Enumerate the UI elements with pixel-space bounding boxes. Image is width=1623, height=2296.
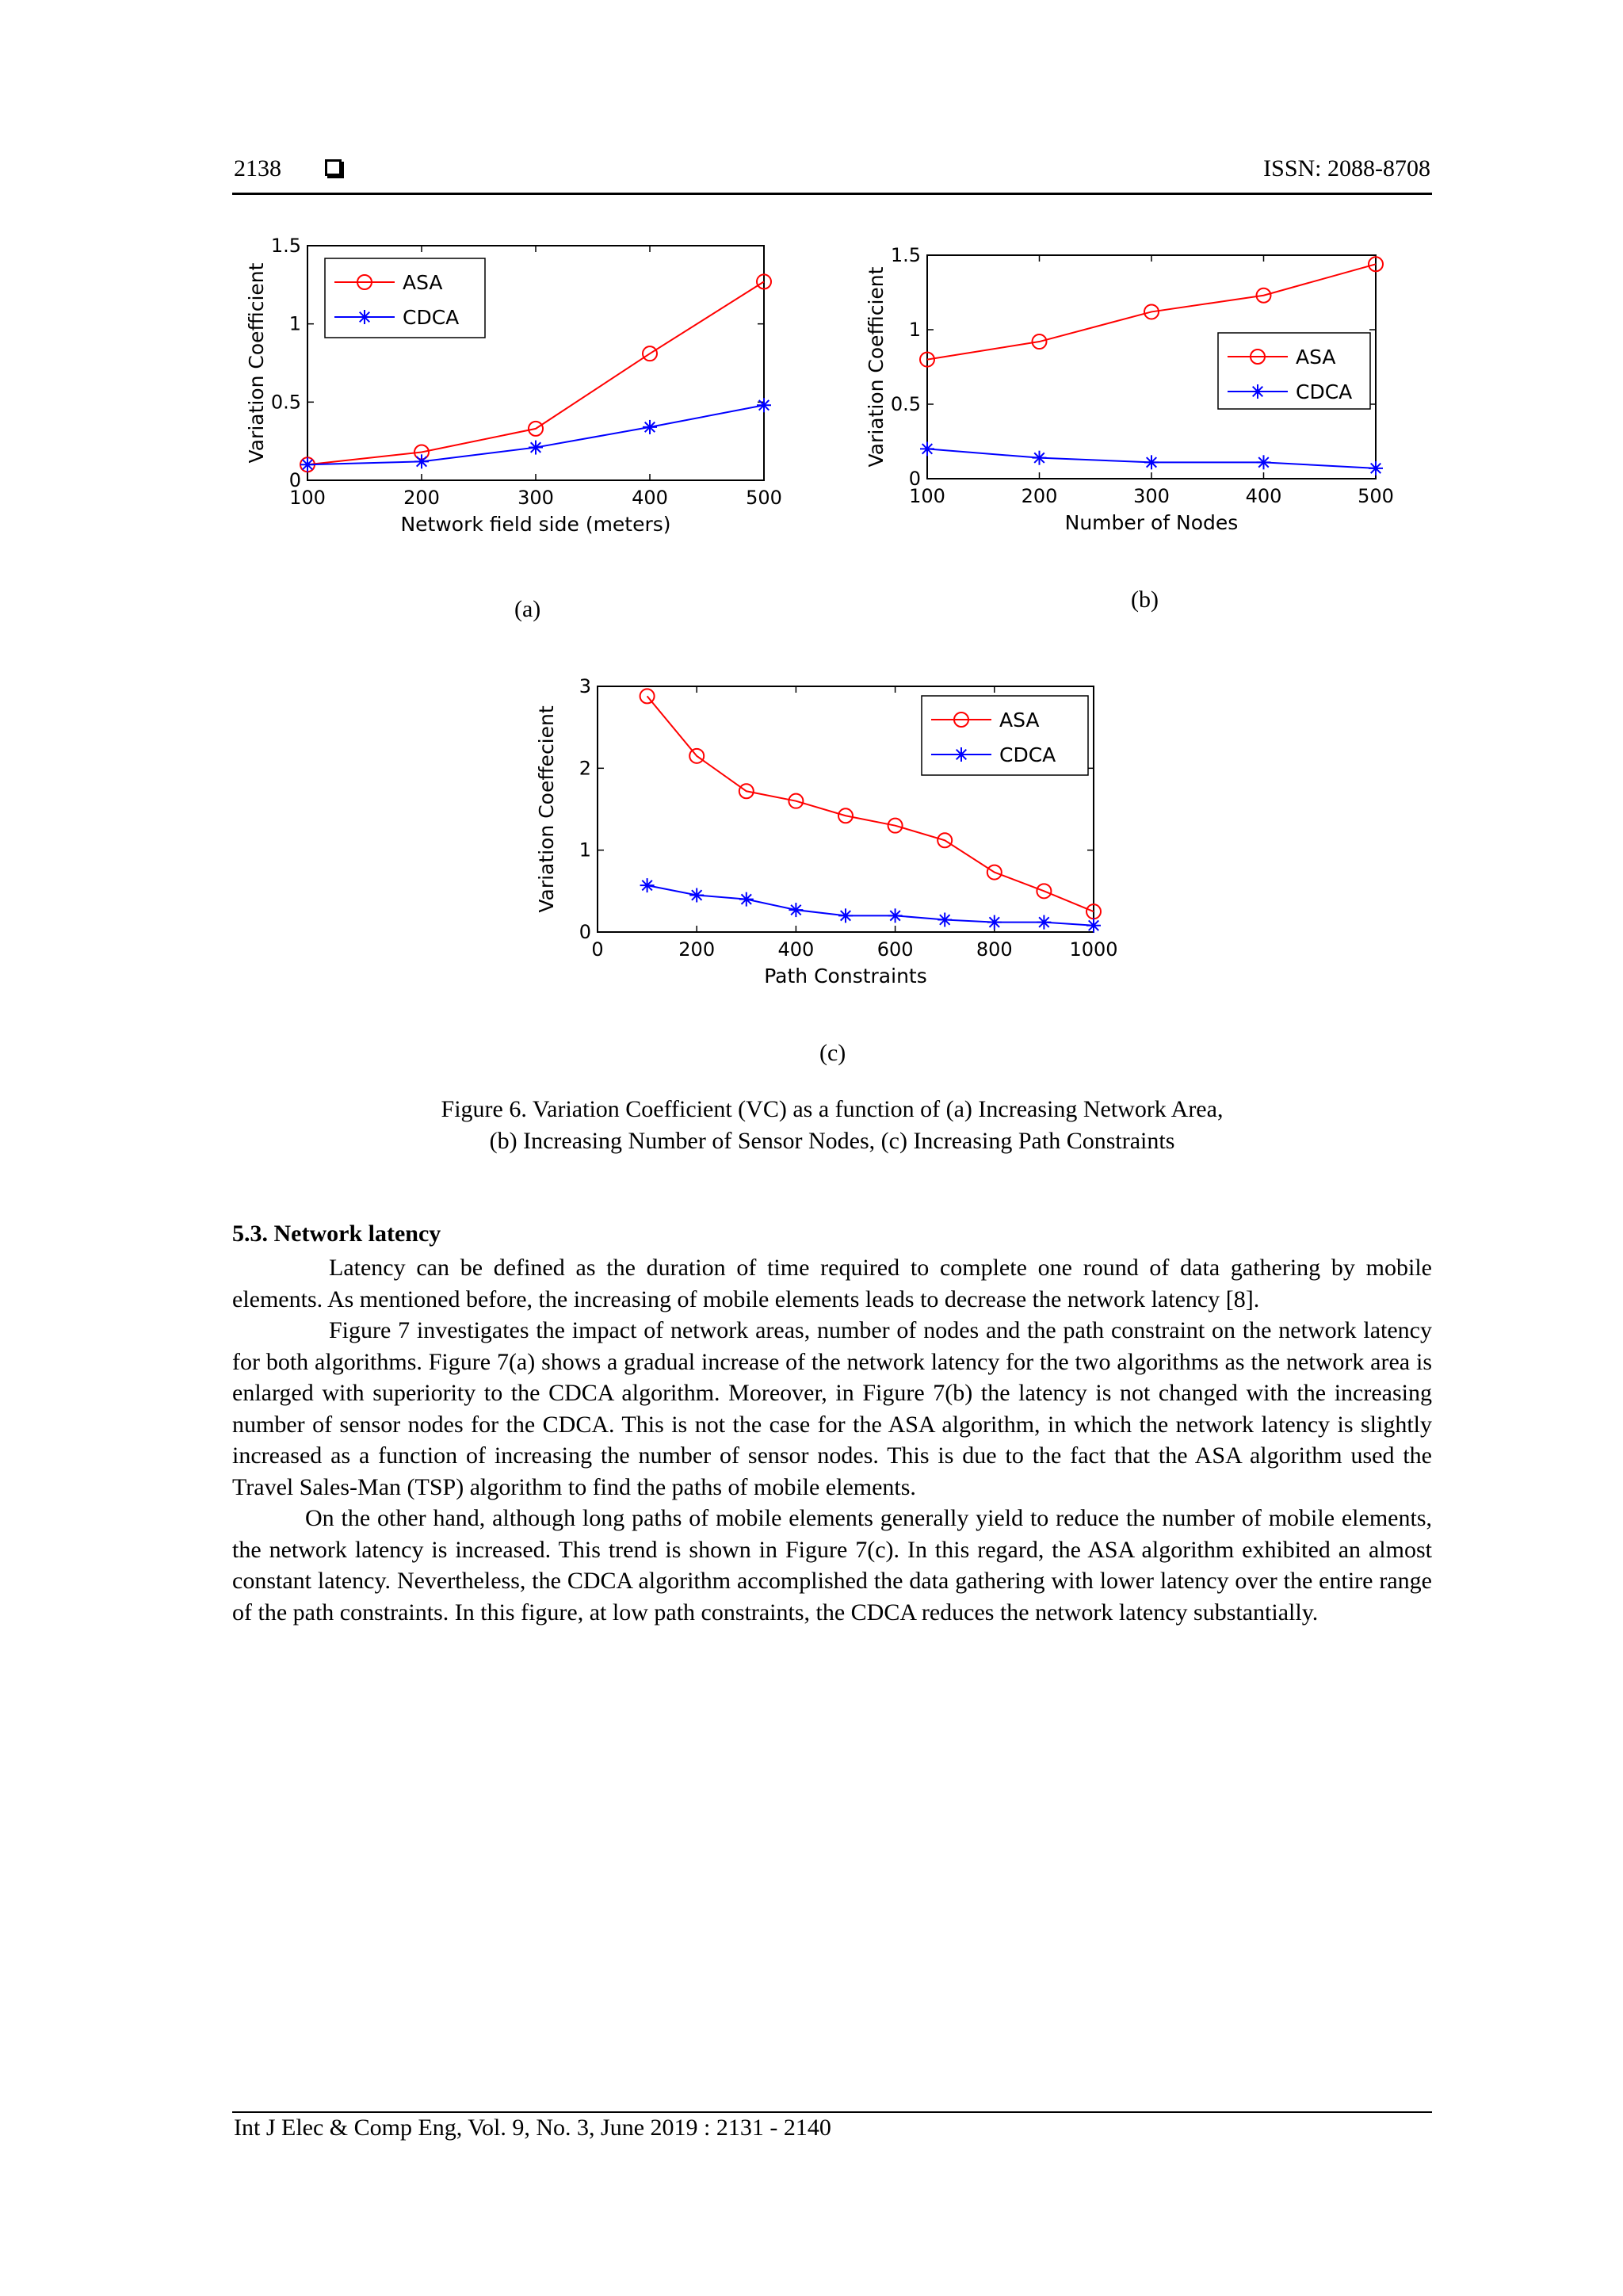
header-rule [232,193,1432,195]
paragraph-2: Figure 7 investigates the impact of network areas, number of nodes and the path constraint on the network latency for both algorithms. Figure 7(a) shows a gradual increase of the network latency for the two algorithms as the network area is enlarged with superiority to the CDCA algorithm. Moreover, in Figure 7(b) the latency is not changed with the increasing number of sensor nodes for the CDCA. This is not the case for the ASA algorithm, in which the network latency is slightly increased as a function of increasing the number of sensor nodes. This is due to the fact that the ASA algorithm used the Travel Sales-Man (TSP) algorithm to find the paths of mobile elements. [232,1317,1432,1500]
data-point-cdca [643,420,657,434]
subfigure-label-b: (b) [1131,586,1159,613]
x-tick-label: 300 [517,487,554,509]
x-tick-label: 800 [976,938,1013,961]
journal-issn: ISSN: 2088-8708 [1263,155,1430,181]
x-tick-label: 400 [1245,485,1282,507]
y-axis-label: Variation Coeffecient [535,705,558,913]
x-tick-label: 300 [1133,485,1170,507]
y-tick-label: 1 [288,312,301,335]
legend-label-cdca: CDCA [403,306,460,329]
x-tick-label: 400 [632,487,668,509]
y-tick-label: 1 [908,319,921,341]
square-bullet-icon [325,159,342,176]
legend-label-cdca: CDCA [999,743,1056,766]
y-tick-label: 0 [288,469,301,491]
x-tick-label: 0 [591,938,604,961]
paragraph-3: On the other hand, although long paths of mobile elements generally yield to reduce the number of mobile elements, the network latency is increased. This trend is shown in Figure 7(c). In this regard, the ASA algorithm exhibited an almost constant latency. Nevertheless, the CDCA algorithm accomplished the data gathering with lower latency over the entire range of the path constraints. In this figure, at low path constraints, the CDCA reduces the network latency substantially. [232,1505,1432,1626]
legend-label-asa: ASA [403,271,443,294]
x-axis-label: Path Constraints [764,965,927,988]
x-tick-label: 200 [1021,485,1058,507]
x-tick-label: 400 [777,938,815,961]
x-tick-label: 100 [289,487,326,509]
data-point-cdca [414,454,429,468]
chart-b [857,238,1412,555]
page-number: 2138 [234,155,281,181]
legend-label-cdca: CDCA [1296,380,1353,403]
y-axis-label: Variation Coefficient [865,266,888,468]
y-axis-label: Variation Coefficient [245,262,268,464]
y-tick-label: 0.5 [890,393,921,415]
y-tick-label: 0 [908,468,921,490]
x-axis-label: Network field side (meters) [400,513,671,536]
section-body [232,1252,1432,1628]
x-tick-label: 200 [678,938,716,961]
data-point-cdca [300,457,315,472]
x-tick-label: 600 [876,938,914,961]
x-tick-label: 500 [1358,485,1394,507]
y-tick-label: 1.5 [270,235,301,257]
x-tick-label: 500 [746,487,782,509]
y-tick-label: 1.5 [890,244,921,266]
x-tick-label: 1000 [1069,938,1118,961]
footer-rule [232,2111,1432,2113]
x-tick-label: 200 [403,487,440,509]
x-tick-label: 100 [909,485,945,507]
legend-label-asa: ASA [999,709,1040,732]
footer-citation: Int J Elec & Comp Eng, Vol. 9, No. 3, June 2019 : 2131 - 2140 [234,2115,831,2141]
y-tick-label: 0 [579,921,591,943]
subfigure-label-a: (a) [514,596,541,622]
y-tick-label: 3 [579,675,591,697]
x-axis-label: Number of Nodes [1064,511,1239,534]
legend-marker-cdca [357,310,372,324]
legend-label-asa: ASA [1296,346,1336,369]
subfigure-label-c: (c) [819,1040,846,1066]
chart-c [535,666,1125,1007]
caption-line-2: (b) Increasing Number of Sensor Nodes, (c) Increasing Path Constraints [489,1128,1175,1154]
y-tick-label: 2 [579,757,591,780]
figure-caption [232,1094,1432,1157]
paragraph-1: Latency can be defined as the duration of time required to complete one round of data gathering by mobile elements. As mentioned before, the increasing of mobile elements leads to decrease the network latency [8]. [232,1255,1432,1312]
chart-a [235,230,805,563]
data-point-cdca [529,441,543,455]
section-title: 5.3. Network latency [232,1221,441,1247]
caption-line-1: Figure 6. Variation Coefficient (VC) as a function of (a) Increasing Network Area, [441,1096,1224,1122]
y-tick-label: 1 [579,839,591,861]
y-tick-label: 0.5 [270,391,301,414]
